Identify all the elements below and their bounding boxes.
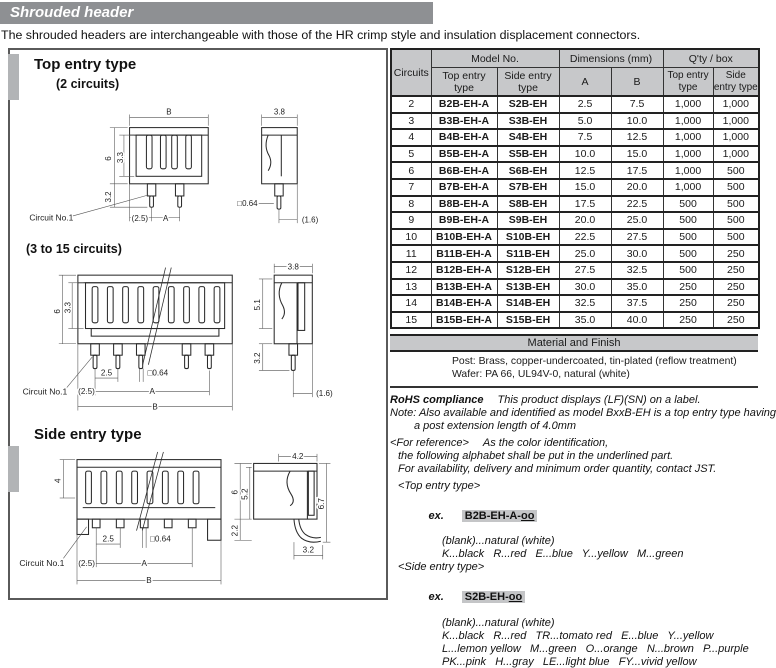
dim-label-a: A bbox=[149, 387, 155, 397]
cell-side-model: S3B-EH bbox=[497, 113, 559, 130]
top-entry-blank-color: (blank)...natural (white) bbox=[442, 535, 555, 548]
cell-dim-b: 22.5 bbox=[611, 196, 663, 213]
cell-dim-a: 35.0 bbox=[559, 312, 611, 329]
cell-dim-b: 12.5 bbox=[611, 129, 663, 146]
cell-dim-b: 20.0 bbox=[611, 179, 663, 196]
dim-label-6: 6 bbox=[230, 489, 240, 495]
for-reference-tag: <For reference> bbox=[390, 437, 469, 450]
cell-side-model: S12B-EH bbox=[497, 262, 559, 279]
cell-dim-a: 17.5 bbox=[559, 196, 611, 213]
cell-dim-b: 27.5 bbox=[611, 229, 663, 246]
cell-dim-b: 32.5 bbox=[611, 262, 663, 279]
cell-circuits: 10 bbox=[391, 229, 431, 246]
top-entry-tag: <Top entry type> bbox=[398, 479, 481, 492]
three-to-fifteen-label: (3 to 15 circuits) bbox=[26, 242, 122, 256]
for-reference-text: As the color identification, bbox=[482, 437, 609, 450]
col-header-qty-box: Q'ty / box bbox=[663, 49, 759, 68]
cell-circuits: 15 bbox=[391, 312, 431, 329]
side-entry-example-model: S2B-EH-oo bbox=[462, 591, 525, 603]
cell-qty-side: 500 bbox=[713, 212, 759, 229]
cell-dim-a: 12.5 bbox=[559, 162, 611, 179]
top-entry-heading: Top entry type bbox=[34, 56, 137, 73]
table-row bbox=[391, 279, 759, 296]
cell-qty-top: 500 bbox=[663, 262, 713, 279]
cell-top-model: B2B-EH-A bbox=[431, 96, 497, 113]
top-entry-color-codes: K...black R...red E...blue Y...yellow M...green bbox=[442, 548, 684, 561]
cell-side-model: S4B-EH bbox=[497, 129, 559, 146]
cell-qty-side: 500 bbox=[713, 179, 759, 196]
cell-dim-b: 15.0 bbox=[611, 146, 663, 163]
cell-qty-top: 500 bbox=[663, 245, 713, 262]
dim-label-2-5: 2.5 bbox=[100, 368, 113, 378]
dim-label-3-2: 3.2 bbox=[252, 352, 262, 364]
col-header-qty-top: Top entry type bbox=[663, 68, 713, 97]
cell-dim-a: 25.0 bbox=[559, 245, 611, 262]
col-header-a: A bbox=[559, 68, 611, 97]
table-row bbox=[391, 113, 759, 130]
table-row bbox=[391, 295, 759, 312]
table-row bbox=[391, 196, 759, 213]
cell-qty-top: 1,000 bbox=[663, 129, 713, 146]
cell-qty-top: 250 bbox=[663, 295, 713, 312]
cell-circuits: 6 bbox=[391, 162, 431, 179]
cell-side-model: S6B-EH bbox=[497, 162, 559, 179]
material-line-post: Post: Brass, copper-undercoated, tin-plated (reflow treatment) bbox=[452, 356, 737, 368]
col-header-circuits: Circuits bbox=[391, 49, 431, 96]
cell-side-model: S8B-EH bbox=[497, 196, 559, 213]
cell-qty-side: 1,000 bbox=[713, 113, 759, 130]
dim-label-6: 6 bbox=[103, 156, 113, 161]
cell-top-model: B12B-EH-A bbox=[431, 262, 497, 279]
cell-qty-side: 250 bbox=[713, 279, 759, 296]
dim-label-5-2: 5.2 bbox=[240, 488, 250, 500]
intro-text: The shrouded headers are interchangeable with those of the HR crimp style and insulation displacement connectors. bbox=[1, 28, 641, 42]
cell-dim-b: 30.0 bbox=[611, 245, 663, 262]
material-line-wafer: Wafer: PA 66, UL94V-0, natural (white) bbox=[452, 368, 630, 380]
cell-dim-a: 5.0 bbox=[559, 113, 611, 130]
cell-top-model: B5B-EH-A bbox=[431, 146, 497, 163]
dim-label-064: □0.64 bbox=[147, 368, 169, 378]
cell-top-model: B15B-EH-A bbox=[431, 312, 497, 329]
dim-label-2-5-ref: (2.5) bbox=[78, 558, 95, 568]
dim-label-064: □0.64 bbox=[149, 534, 171, 544]
side-entry-color-codes-1: K...black R...red TR...tomato red E...blue Y...yellow bbox=[442, 629, 714, 642]
dim-label-3-8: 3.8 bbox=[273, 107, 285, 117]
circuit-no1-label: Circuit No.1 bbox=[22, 386, 68, 397]
dim-label-064: □0.64 bbox=[237, 198, 258, 208]
cell-qty-top: 1,000 bbox=[663, 96, 713, 113]
cell-top-model: B10B-EH-A bbox=[431, 229, 497, 246]
col-header-qty-side: Side entry type bbox=[713, 68, 759, 97]
cell-qty-side: 1,000 bbox=[713, 129, 759, 146]
material-section bbox=[390, 334, 758, 388]
dim-label-2-2: 2.2 bbox=[230, 524, 240, 537]
dim-label-2-5: 2.5 bbox=[102, 534, 114, 544]
cell-qty-top: 500 bbox=[663, 229, 713, 246]
cell-side-model: S10B-EH bbox=[497, 229, 559, 246]
example-label: ex. bbox=[428, 591, 444, 603]
top-entry-example-model: B2B-EH-A-oo bbox=[462, 510, 538, 522]
cell-qty-side: 250 bbox=[713, 245, 759, 262]
cell-qty-side: 1,000 bbox=[713, 146, 759, 163]
col-header-dimensions: Dimensions (mm) bbox=[559, 49, 663, 68]
cell-dim-a: 10.0 bbox=[559, 146, 611, 163]
dim-label-3-2: 3.2 bbox=[302, 545, 315, 555]
dim-label-4-2: 4.2 bbox=[292, 452, 304, 462]
notes-section bbox=[390, 394, 776, 668]
table-row bbox=[391, 129, 759, 146]
dim-label-3-8: 3.8 bbox=[287, 262, 299, 272]
example-label: ex. bbox=[428, 509, 444, 522]
cell-dim-b: 7.5 bbox=[611, 96, 663, 113]
cell-side-model: S13B-EH bbox=[497, 279, 559, 296]
color-code-placeholder: oo bbox=[508, 591, 523, 603]
side-entry-color-codes-3: PK...pink H...gray LE...light blue FY...vivid yellow bbox=[442, 655, 697, 668]
dim-label-a: A bbox=[141, 558, 147, 568]
cell-dim-a: 22.5 bbox=[559, 229, 611, 246]
cell-dim-b: 25.0 bbox=[611, 212, 663, 229]
table-row bbox=[391, 212, 759, 229]
dim-label-1-6: (1.6) bbox=[301, 215, 319, 225]
col-header-side-entry: Side entry type bbox=[497, 68, 559, 97]
cell-top-model: B13B-EH-A bbox=[431, 279, 497, 296]
cell-top-model: B4B-EH-A bbox=[431, 129, 497, 146]
dim-label-3-3: 3.3 bbox=[116, 152, 125, 164]
circuit-no1-label: Circuit No.1 bbox=[19, 558, 65, 569]
cell-circuits: 3 bbox=[391, 113, 431, 130]
cell-dim-a: 27.5 bbox=[559, 262, 611, 279]
table-row bbox=[391, 146, 759, 163]
cell-qty-top: 250 bbox=[663, 312, 713, 329]
color-code-placeholder: oo bbox=[520, 509, 535, 522]
table-row bbox=[391, 96, 759, 113]
dim-label-5-1: 5.1 bbox=[252, 299, 262, 311]
cell-dim-b: 35.0 bbox=[611, 279, 663, 296]
cell-side-model: S7B-EH bbox=[497, 179, 559, 196]
side-entry-blank-color: (blank)...natural (white) bbox=[442, 616, 555, 629]
dim-label-b: B bbox=[152, 402, 158, 412]
cell-circuits: 13 bbox=[391, 279, 431, 296]
cell-dim-b: 40.0 bbox=[611, 312, 663, 329]
dim-label-4: 4 bbox=[53, 478, 63, 483]
cell-side-model: S11B-EH bbox=[497, 245, 559, 262]
cell-qty-side: 250 bbox=[713, 295, 759, 312]
dim-label-b: B bbox=[146, 576, 152, 586]
page-title: Shrouded header bbox=[0, 2, 433, 24]
side-entry-heading: Side entry type bbox=[34, 426, 142, 443]
cell-qty-side: 500 bbox=[713, 162, 759, 179]
cell-qty-top: 1,000 bbox=[663, 146, 713, 163]
top-entry-2circuit-drawing bbox=[10, 92, 384, 240]
cell-dim-b: 17.5 bbox=[611, 162, 663, 179]
cell-side-model: S15B-EH bbox=[497, 312, 559, 329]
cell-top-model: B7B-EH-A bbox=[431, 179, 497, 196]
cell-dim-a: 7.5 bbox=[559, 129, 611, 146]
cell-dim-a: 20.0 bbox=[559, 212, 611, 229]
dim-label-1-6: (1.6) bbox=[316, 389, 333, 399]
cell-qty-side: 250 bbox=[713, 312, 759, 329]
side-entry-tag: <Side entry type> bbox=[398, 561, 485, 574]
cell-top-model: B6B-EH-A bbox=[431, 162, 497, 179]
side-entry-drawing bbox=[10, 450, 384, 594]
table-row bbox=[391, 245, 759, 262]
cell-dim-a: 15.0 bbox=[559, 179, 611, 196]
cell-dim-a: 30.0 bbox=[559, 279, 611, 296]
note-line-2: a post extension length of 4.0mm bbox=[414, 420, 577, 433]
reference-line-3: For availability, delivery and minimum order quantity, contact JST. bbox=[398, 462, 717, 475]
cell-circuits: 14 bbox=[391, 295, 431, 312]
cell-top-model: B11B-EH-A bbox=[431, 245, 497, 262]
dim-label-2-5-ref: (2.5) bbox=[131, 213, 149, 223]
cell-qty-top: 1,000 bbox=[663, 162, 713, 179]
table-row bbox=[391, 162, 759, 179]
cell-qty-side: 500 bbox=[713, 229, 759, 246]
cell-top-model: B9B-EH-A bbox=[431, 212, 497, 229]
col-header-model-no: Model No. bbox=[431, 49, 559, 68]
right-column bbox=[390, 48, 776, 668]
cell-side-model: S2B-EH bbox=[497, 96, 559, 113]
cell-dim-b: 37.5 bbox=[611, 295, 663, 312]
cell-qty-top: 500 bbox=[663, 212, 713, 229]
cell-side-model: S5B-EH bbox=[497, 146, 559, 163]
cell-circuits: 7 bbox=[391, 179, 431, 196]
cell-qty-top: 1,000 bbox=[663, 179, 713, 196]
side-entry-color-codes-2: L...lemon yellow M...green O...orange N...brown P...purple bbox=[442, 642, 749, 655]
dim-label-3-2: 3.2 bbox=[103, 191, 113, 203]
cell-side-model: S14B-EH bbox=[497, 295, 559, 312]
drawings-panel bbox=[8, 48, 388, 600]
cell-circuits: 9 bbox=[391, 212, 431, 229]
cell-qty-side: 1,000 bbox=[713, 96, 759, 113]
cell-qty-side: 500 bbox=[713, 196, 759, 213]
spec-table bbox=[390, 48, 760, 329]
table-row bbox=[391, 312, 759, 329]
cell-qty-side: 250 bbox=[713, 262, 759, 279]
table-row bbox=[391, 179, 759, 196]
top-entry-315circuit-drawing bbox=[10, 258, 384, 420]
dim-label-3-3: 3.3 bbox=[63, 301, 73, 314]
dim-label-a: A bbox=[162, 213, 169, 223]
cell-circuits: 2 bbox=[391, 96, 431, 113]
col-header-top-entry: Top entry type bbox=[431, 68, 497, 97]
cell-dim-a: 2.5 bbox=[559, 96, 611, 113]
cell-top-model: B3B-EH-A bbox=[431, 113, 497, 130]
dim-label-b: B bbox=[166, 107, 172, 117]
rohs-label: RoHS compliance bbox=[390, 394, 484, 407]
cell-dim-a: 32.5 bbox=[559, 295, 611, 312]
two-circuits-label: (2 circuits) bbox=[56, 77, 120, 91]
dim-label-6-7: 6.7 bbox=[317, 498, 327, 510]
table-row bbox=[391, 262, 759, 279]
reference-line-2: the following alphabet shall be put in the underlined part. bbox=[398, 449, 674, 462]
table-row bbox=[391, 229, 759, 246]
material-heading: Material and Finish bbox=[390, 334, 758, 352]
circuit-no1-label: Circuit No.1 bbox=[29, 212, 74, 223]
cell-qty-top: 250 bbox=[663, 279, 713, 296]
note-line-1: Note: Also available and identified as model BxxB-EH is a top entry type having bbox=[390, 407, 776, 420]
cell-circuits: 5 bbox=[391, 146, 431, 163]
cell-circuits: 12 bbox=[391, 262, 431, 279]
dim-label-6: 6 bbox=[52, 309, 62, 314]
cell-side-model: S9B-EH bbox=[497, 212, 559, 229]
cell-qty-top: 1,000 bbox=[663, 113, 713, 130]
cell-circuits: 4 bbox=[391, 129, 431, 146]
col-header-b: B bbox=[611, 68, 663, 97]
cell-circuits: 8 bbox=[391, 196, 431, 213]
cell-top-model: B14B-EH-A bbox=[431, 295, 497, 312]
rohs-text: This product displays (LF)(SN) on a label. bbox=[497, 394, 701, 407]
cell-circuits: 11 bbox=[391, 245, 431, 262]
cell-top-model: B8B-EH-A bbox=[431, 196, 497, 213]
cell-dim-b: 10.0 bbox=[611, 113, 663, 130]
dim-label-2-5-ref: (2.5) bbox=[78, 387, 95, 397]
cell-qty-top: 500 bbox=[663, 196, 713, 213]
